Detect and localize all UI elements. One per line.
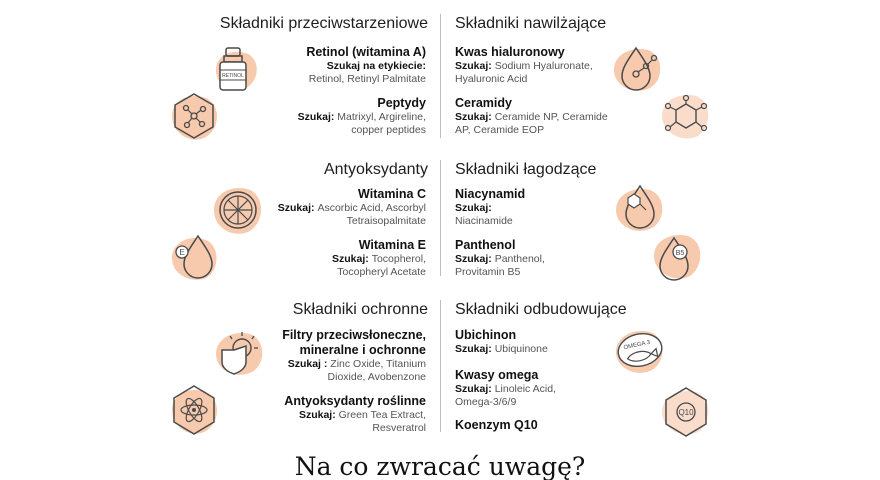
- ingredient-name: Witamina C: [358, 187, 426, 201]
- ingredient-hyaluronic-acid: [455, 45, 615, 85]
- ingredient-name: Peptydy: [377, 96, 426, 110]
- ingredient-panthenol: [455, 238, 575, 278]
- search-values: Ceramide NP, Ceramide AP, Ceramide EOP: [455, 111, 608, 136]
- ingredient-name: Ubichinon: [455, 328, 517, 342]
- search-values: Ubiquinone: [494, 343, 548, 355]
- ingredient-name: Retinol (witamina A): [306, 45, 426, 59]
- section-title-anti-aging: Składniki przeciwstarzeniowe: [219, 15, 428, 32]
- section-title-antioxidants: Antyoksydanty: [323, 161, 428, 178]
- search-label: Szukaj:: [277, 202, 318, 214]
- search-values: Sodium Hyaluronate, Hyaluronic Acid: [455, 60, 593, 85]
- atom-hexagon-icon: [166, 382, 222, 438]
- ingredient-name: Antyoksydanty roślinne: [284, 394, 426, 408]
- search-label: Szukaj:: [297, 111, 338, 123]
- ceramide-molecule-icon: [658, 88, 714, 144]
- search-label: Szukaj:: [455, 111, 495, 123]
- ingredient-plant-antioxidants: [256, 394, 426, 434]
- ingredient-name: Panthenol: [455, 238, 516, 252]
- divider-bottom: [440, 300, 441, 432]
- search-label: Szukaj :: [287, 358, 331, 370]
- section-title-soothing: Składniki łagodzące: [455, 161, 597, 178]
- search-values: Tocopherol, Tocopheryl Acetate: [337, 253, 426, 278]
- search-label: Szukaj:: [455, 202, 492, 214]
- ingredient-omega-acids: [455, 368, 565, 408]
- ingredient-vitamin-e: [286, 238, 426, 278]
- search-values: Panthenol, Provitamin B5: [455, 253, 545, 278]
- ingredient-name: Niacynamid: [455, 187, 526, 201]
- ingredient-ceramides: [455, 96, 615, 136]
- ingredient-vitamin-c: [266, 187, 426, 227]
- molecule-hexagon-icon: [166, 88, 222, 144]
- search-values: Green Tea Extract, Resveratrol: [338, 409, 426, 434]
- search-label: Szukaj:: [332, 253, 372, 265]
- search-label: Szukaj na etykiecie:: [326, 60, 426, 72]
- search-label: Szukaj:: [455, 60, 495, 72]
- search-values: Niacinamide: [455, 214, 513, 227]
- omega-fish-icon: [612, 322, 668, 378]
- ingredient-peptides: [266, 96, 426, 136]
- b5-drop-icon: [650, 228, 706, 284]
- ingredient-sunscreen-filters: [256, 328, 426, 383]
- ingredient-name: Koenzym Q10: [455, 418, 538, 432]
- q10-hexagon-icon: [658, 384, 714, 440]
- search-values: Retinol, Retinyl Palmitate: [308, 72, 426, 85]
- search-label: Szukaj:: [455, 343, 495, 355]
- section-title-rebuilding: Składniki odbudowujące: [455, 301, 627, 318]
- vitamin-e-letter: E: [179, 248, 185, 257]
- search-values: Zinc Oxide, Titanium Dioxide, Avobenzone: [327, 358, 426, 383]
- section-title-protective: Składniki ochronne: [292, 301, 428, 318]
- divider-top: [440, 14, 441, 138]
- section-heading-what-to-watch: Na co zwracać uwagę?: [294, 452, 586, 480]
- search-values: Ascorbic Acid, Ascorbyl Tetraisopalmitate: [317, 202, 426, 227]
- b5-letter: B5: [675, 250, 685, 257]
- ingredient-name: Filtry przeciwsłoneczne, mineralne i ochronne: [282, 328, 426, 357]
- search-label: Szukaj:: [298, 409, 339, 421]
- search-label: Szukaj:: [455, 383, 495, 395]
- section-title-moisturizing: Składniki nawilżające: [455, 15, 607, 32]
- ingredient-name: Ceramidy: [455, 96, 512, 110]
- retinol-label-text: RETINOL: [222, 73, 244, 79]
- search-label: Szukaj:: [455, 253, 495, 265]
- search-values: Matrixyl, Argireline, copper peptides: [337, 111, 426, 136]
- sun-shield-icon: [212, 324, 268, 380]
- q10-label-text: Q10: [678, 408, 694, 417]
- search-values: Linoleic Acid, Omega-3/6/9: [455, 383, 556, 408]
- ingredient-name: Kwasy omega: [455, 368, 539, 382]
- divider-middle: [440, 160, 441, 276]
- ingredient-coenzyme-q10: [455, 418, 655, 433]
- vitamin-e-drop-icon: [166, 228, 222, 284]
- ingredient-name: Kwas hialuronowy: [455, 45, 565, 59]
- ingredient-name: Witamina E: [358, 238, 426, 252]
- omega-label-text: OMEGA 3: [623, 339, 651, 352]
